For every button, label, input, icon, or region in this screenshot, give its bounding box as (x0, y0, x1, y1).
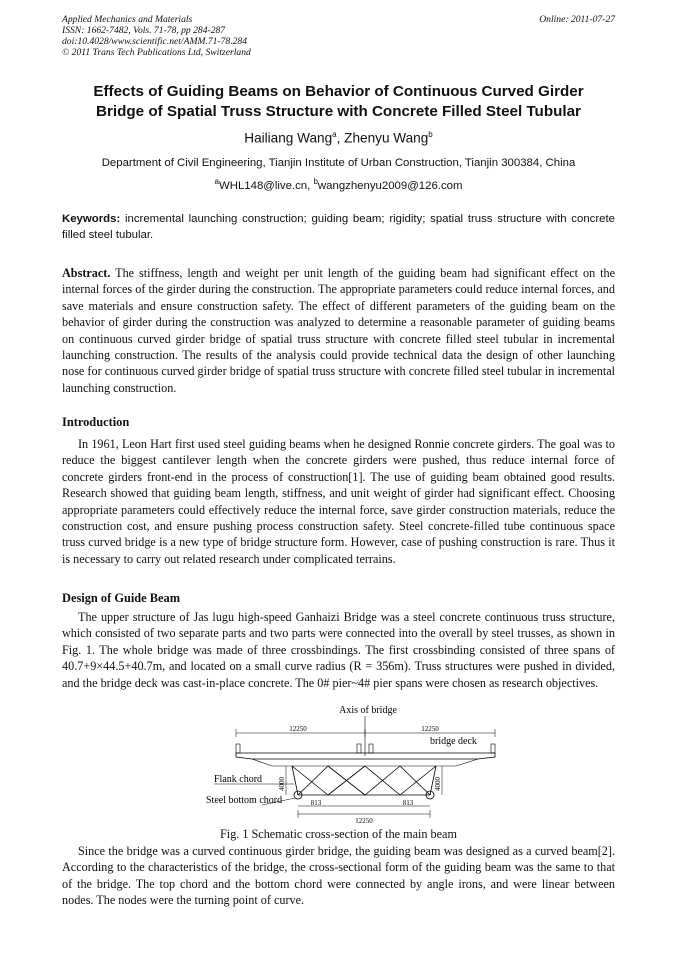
email-a-superscript: a (214, 177, 219, 186)
author-2-superscript: b (428, 130, 433, 139)
journal-copyright: © 2011 Trans Tech Publications Ltd, Switzerland (62, 47, 251, 58)
dim-bottom: 12250 (355, 817, 373, 825)
bridge-deck-slab (236, 753, 495, 759)
introduction-paragraph: In 1961, Leon Hart first used steel guiding beams when he designed Ronnie concrete girders. The goal was to reduce the biggest cantilever length when the concrete girders were pushed, thus reduce internal force of concrete girders front-end in the process of construction[1]. The use of guiding beam obtained good results. Research showed that guiding beam length, stiffness, and unit weight of girder had significant effect. Choosing appropriate parameters could effectively reduce the internal force, save girder construction materials, reduce the construction cost, and ensure pushing process construction safety. Steel concrete-filled tube continuous space truss curved bridge is a new type of bridge structure form. However, case of pushing construction is rare. Thus it is necessary to carry out related research under complicated terrains. (62, 437, 615, 566)
title-line-1: Effects of Guiding Beams on Behavior of Continuous Curved Girder (93, 83, 584, 100)
deck-label: bridge deck (430, 736, 477, 747)
keywords-label: Keywords: (62, 213, 121, 225)
axis-label: Axis of bridge (339, 705, 397, 716)
deck-haunch (252, 759, 478, 766)
introduction-heading: Introduction (62, 415, 130, 429)
design-paragraph: The upper structure of Jas lugu high-speed Ganhaizi Bridge was a steel concrete continuous truss structure, which consisted of two separate parts and two parts were connected into the overall by steel trusses, as shown in Fig. 1. The whole bridge was made of three crossbindings. The first crossbinding consisted of three spans of 40.7+9×44.5+40.7m, and located on a small curve radius (R = 356m). Truss structures were pushed in divided, and the bridge deck was cast-in-place concrete. The 0# pier~4# pier spans were chosen as research objectives. (62, 610, 615, 690)
curb-right (491, 744, 495, 753)
truss-frame (292, 766, 436, 795)
journal-issn: ISSN: 1662-7482, Vols. 71-78, pp 284-287 (62, 25, 226, 36)
flank-chord-label: Flank chord (214, 774, 263, 785)
author-1-superscript: a (332, 130, 337, 139)
email-b[interactable]: wangzhenyu2009@126.com (317, 179, 463, 192)
bottom-chord-label: Steel bottom chord (206, 795, 283, 806)
figure-caption: Fig. 1 Schematic cross-section of the main beam (220, 827, 457, 841)
abstract (62, 265, 615, 396)
height-right: 4000 (434, 777, 442, 791)
author-list (62, 130, 615, 146)
after-figure-paragraph: Since the bridge was a curved continuous girder bridge, the guiding beam was designed as a curved beam[2]. According to the characteristics of the bridge, the cross-sectional form of the guiding beam was the same to that of the bridge. The top chord and the bottom chord were connected by angle irons, and were linear between nodes. The nodes were the turning point of curve. (62, 844, 615, 908)
online-date: Online: 2011-07-27 (539, 14, 615, 25)
cross-section-figure (200, 700, 500, 825)
height-left: 4000 (278, 777, 286, 791)
dim-813-left: 813 (310, 799, 322, 807)
paper-title (62, 82, 615, 122)
affiliation: Department of Civil Engineering, Tianjin Institute of Urban Construction, Tianjin 300384, China (101, 157, 576, 169)
curb-center-left (357, 744, 361, 753)
author-1: Hailiang Wang (244, 130, 333, 146)
design-heading: Design of Guide Beam (62, 591, 181, 605)
curb-center-right (369, 744, 373, 753)
dim-top-right: 12250 (421, 725, 439, 733)
author-separator: , (336, 130, 345, 146)
journal-doi: doi:10.4028/www.scientific.net/AMM.71-78.284 (62, 36, 248, 47)
journal-name: Applied Mechanics and Materials (62, 14, 193, 25)
curb-left (236, 744, 240, 753)
abstract-text: The stiffness, length and weight per unit length of the guiding beam had significant effect on the internal forces of the girder during the construction. The appropriate parameters could reduce internal forces, and save materials and ensure construction safety. The effect of different parameters of the guiding beam on the behavior of girder during the construction was analyzed to determine a reasonable parameter of guiding beams on continuous curved girder bridge of spatial truss structure with concrete filled steel tubular in incremental launching construction. The results of the analysis could provide technical data the design of other launching nose for continuous curved girder bridge of spatial truss structure with concrete filled steel tubular in incremental launching construction. (62, 266, 615, 395)
title-line-2: Bridge of Spatial Truss Structure with Concrete Filled Steel Tubular (96, 103, 581, 120)
journal-header (62, 14, 615, 58)
keywords (62, 211, 615, 243)
author-2: Zhenyu Wang (344, 130, 429, 146)
dim-813-right: 813 (402, 799, 414, 807)
abstract-label: Abstract. (62, 266, 111, 280)
keywords-text: incremental launching construction; guiding beam; rigidity; spatial truss structure with concrete filled steel tubular. (62, 213, 615, 241)
dim-top-left: 12250 (289, 725, 307, 733)
email-a[interactable]: WHL148@live.cn, (218, 179, 314, 192)
email-b-superscript: b (313, 177, 318, 186)
email-line (62, 177, 615, 192)
